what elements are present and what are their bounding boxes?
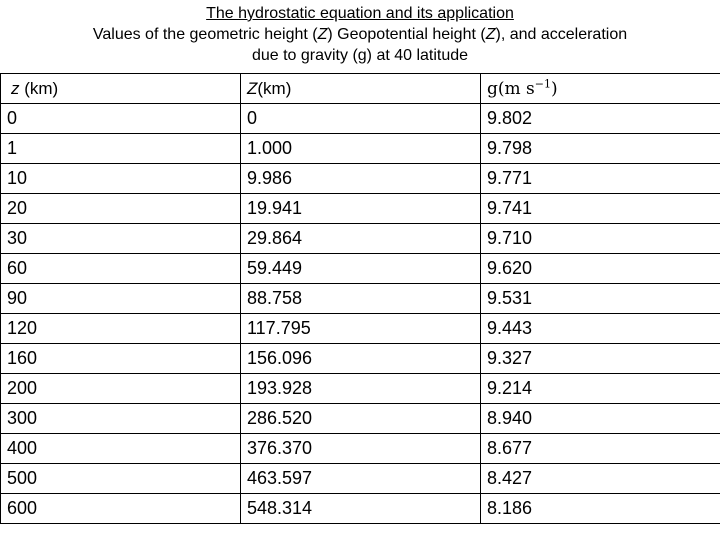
cell-z: 90 (1, 284, 241, 314)
table-row (1, 374, 720, 404)
table-header-row (1, 74, 720, 104)
header-geopotential-height (241, 74, 481, 104)
cell-g: 9.214 (481, 374, 720, 404)
cell-z: 300 (1, 404, 241, 434)
subtitle-text-a: Values of the geometric height ( (92, 26, 318, 43)
cell-z: 30 (1, 224, 241, 254)
cell-Z: 9.986 (241, 164, 481, 194)
cell-Z: 88.758 (241, 284, 481, 314)
table-row (1, 224, 720, 254)
table-row (1, 344, 720, 374)
cell-Z: 19.941 (241, 194, 481, 224)
page-subtitle (0, 24, 720, 45)
header-Z-unit: (km) (257, 78, 292, 98)
cell-z: 1 (1, 134, 241, 164)
subtitle-Z-symbol: Z (485, 26, 496, 43)
cell-Z: 156.096 (241, 344, 481, 374)
table-row (1, 464, 720, 494)
cell-Z: 0 (241, 104, 481, 134)
cell-g: 9.531 (481, 284, 720, 314)
cell-g: 8.677 (481, 434, 720, 464)
cell-g: 9.327 (481, 344, 720, 374)
page-header (0, 4, 720, 66)
cell-g: 9.443 (481, 314, 720, 344)
cell-Z: 59.449 (241, 254, 481, 284)
cell-Z: 376.370 (241, 434, 481, 464)
header-g-unit-open: (m s (497, 79, 535, 100)
cell-g: 8.427 (481, 464, 720, 494)
header-Z-symbol: Z (247, 78, 258, 98)
page-subtitle-line2: due to gravity (g) at 40 latitude (251, 47, 469, 64)
header-g-unit-exp: −1 (534, 77, 551, 91)
subtitle-text-b: ) Geopotential height ( (327, 26, 486, 43)
table-row (1, 104, 720, 134)
cell-z: 60 (1, 254, 241, 284)
header-geometric-height (1, 74, 241, 104)
cell-z: 20 (1, 194, 241, 224)
cell-g: 9.620 (481, 254, 720, 284)
cell-g: 9.802 (481, 104, 720, 134)
header-gravity (481, 74, 720, 104)
table-row (1, 314, 720, 344)
cell-Z: 117.795 (241, 314, 481, 344)
cell-g: 9.771 (481, 164, 720, 194)
table-row (1, 134, 720, 164)
cell-g: 9.741 (481, 194, 720, 224)
cell-g: 8.186 (481, 494, 720, 524)
cell-Z: 193.928 (241, 374, 481, 404)
table-row (1, 194, 720, 224)
header-z-symbol: z (11, 78, 20, 98)
table-row (1, 404, 720, 434)
cell-z: 400 (1, 434, 241, 464)
cell-z: 500 (1, 464, 241, 494)
cell-Z: 548.314 (241, 494, 481, 524)
cell-Z: 1.000 (241, 134, 481, 164)
table-row (1, 434, 720, 464)
subtitle-z-symbol: Z (317, 26, 328, 43)
data-table (0, 73, 720, 524)
subtitle-text-c: ), and acceleration (495, 26, 628, 43)
cell-Z: 463.597 (241, 464, 481, 494)
cell-g: 8.940 (481, 404, 720, 434)
header-g-symbol: g (487, 79, 498, 100)
table-row (1, 254, 720, 284)
header-z-unit: (km) (19, 78, 59, 98)
cell-z: 0 (1, 104, 241, 134)
cell-Z: 29.864 (241, 224, 481, 254)
cell-z: 10 (1, 164, 241, 194)
cell-Z: 286.520 (241, 404, 481, 434)
table-row (1, 284, 720, 314)
cell-g: 9.710 (481, 224, 720, 254)
cell-z: 120 (1, 314, 241, 344)
table-row (1, 164, 720, 194)
header-g-unit-close: ) (551, 79, 558, 100)
page-title: The hydrostatic equation and its application (206, 5, 514, 22)
header-g-formula (487, 79, 558, 99)
cell-z: 200 (1, 374, 241, 404)
table-row (1, 494, 720, 524)
cell-z: 600 (1, 494, 241, 524)
cell-g: 9.798 (481, 134, 720, 164)
cell-z: 160 (1, 344, 241, 374)
